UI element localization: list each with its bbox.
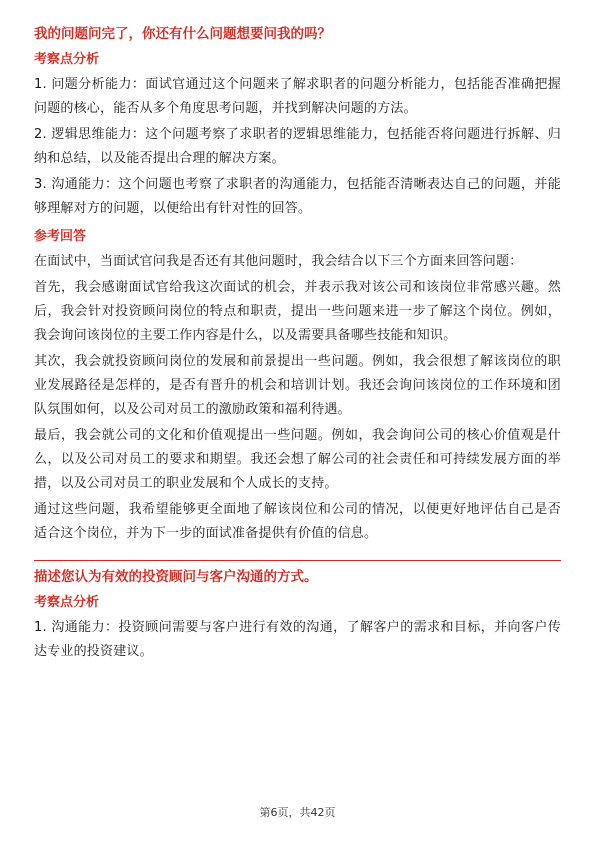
answer-paragraph: 首先，我会感谢面试官给我这次面试的机会，并表示我对该公司和该岗位非常感兴趣。然后，我会针对投资顾问岗位的特点和职责，提出一些问题来进一步了解这个岗位。例如，我会询问该岗位的主要工作内容是什么，以及需要具备哪些技能和知识。 [34, 280, 561, 343]
answer-paragraph: 其次，我会就投资顾问岗位的发展和前景提出一些问题。例如，我会很想了解该岗位的职业发展路径是怎样的，是否有晋升的机会和培训计划。我还会询问该岗位的工作环境和团队氛围如何，以及公司对员工的激励政策和福利待遇。 [34, 354, 561, 417]
analysis-item: 2. 逻辑思维能力：这个问题考察了求职者的逻辑思维能力，包括能否将问题进行拆解、归纳和总结，以及能否提出合理的解决方案。 [34, 127, 561, 166]
answer-heading: 参考回答 [34, 229, 87, 244]
question-1-title: 我的问题问完了，你还有什么问题想要问我的吗？ [34, 26, 331, 42]
analysis-heading: 考察点分析 [34, 595, 100, 610]
analysis-item: 1. 问题分析能力：面试官通过这个问题来了解求职者的问题分析能力，包括能否准确把握问题的核心，能否从多个角度思考问题，并找到解决问题的方法。 [34, 77, 561, 116]
analysis-heading: 考察点分析 [34, 52, 100, 67]
analysis-item: 3. 沟通能力：这个问题也考察了求职者的沟通能力，包括能否清晰表达自己的问题，并能够理解对方的问题，以便给出有针对性的回答。 [34, 177, 561, 216]
section-divider [34, 560, 561, 561]
answer-paragraph: 通过这些问题，我希望能够更全面地了解该岗位和公司的情况，以便更好地评估自己是否适合这个岗位，并为下一步的面试准备提供有价值的信息。 [34, 502, 561, 541]
answer-paragraph: 在面试中，当面试官问我是否还有其他问题时，我会结合以下三个方面来回答问题： [34, 254, 523, 269]
answer-paragraph: 最后，我会就公司的文化和价值观提出一些问题。例如，我会询问公司的核心价值观是什么，以及公司对员工的要求和期望。我还会想了解公司的社会责任和可持续发展方面的举措，以及公司对员工的职业发展和个人成长的支持。 [34, 428, 561, 491]
question-2-title: 描述您认为有效的投资顾问与客户沟通的方式。 [34, 569, 318, 585]
page-footer: 第6页，共42页 [259, 806, 336, 819]
analysis-item: 1. 沟通能力：投资顾问需要与客户进行有效的沟通，了解客户的需求和目标，并向客户传达专业的投资建议。 [34, 620, 561, 659]
